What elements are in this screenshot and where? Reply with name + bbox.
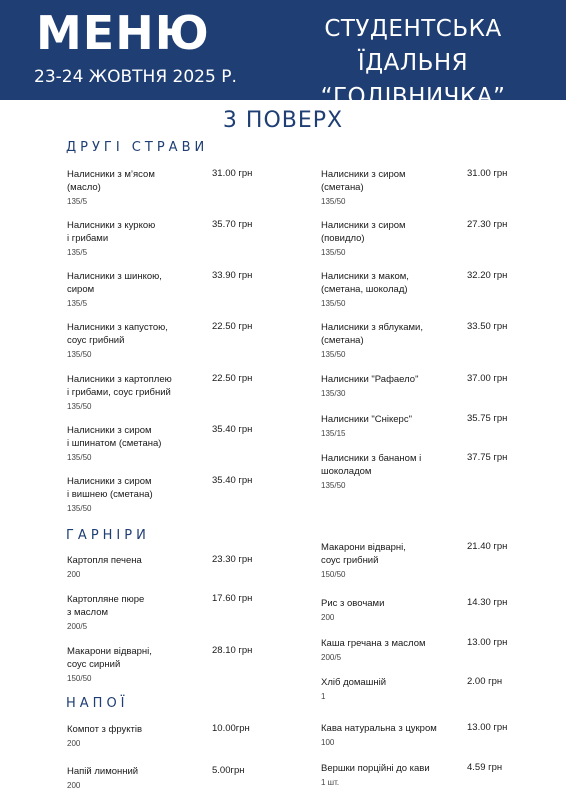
menu-item-price: 37.75 грн bbox=[467, 452, 508, 463]
cafe-name-line2: “ГОДІВНИЧКА” bbox=[320, 84, 506, 110]
menu-item-name: Налисники з сиром і шпинатом (сметана) bbox=[67, 425, 162, 449]
menu-item-portion: 135/50 bbox=[321, 350, 346, 359]
menu-item-portion: 1 bbox=[321, 692, 326, 701]
menu-item-portion: 135/50 bbox=[321, 299, 346, 308]
menu-item-portion: 200 bbox=[67, 781, 81, 790]
menu-item-portion: 135/15 bbox=[321, 429, 346, 438]
menu-item-name: Макарони відварні, соус грибний bbox=[321, 542, 406, 566]
menu-item-price: 37.00 грн bbox=[467, 373, 508, 384]
menu-item-portion: 135/5 bbox=[67, 299, 88, 308]
menu-item-name: Картопляне пюре з маслом bbox=[67, 594, 145, 618]
menu-item-name: Налисники з яблуками, (сметана) bbox=[321, 322, 423, 346]
menu-item-name: Налисники з маком, (сметана, шоколад) bbox=[321, 271, 409, 295]
menu-item-name: Налисники з м’ясом (масло) bbox=[67, 169, 155, 193]
menu-item-price: 35.70 грн bbox=[212, 219, 253, 230]
menu-item-name: Вершки порційні до кави bbox=[321, 763, 430, 774]
menu-item-name: Налисники з сиром (повидло) bbox=[321, 220, 406, 244]
menu-item-name: Налисники з бананом і шоколадом bbox=[321, 453, 422, 477]
menu-item-portion: 200 bbox=[67, 570, 81, 579]
menu-header bbox=[0, 0, 566, 110]
menu-item-portion: 200/5 bbox=[321, 653, 342, 662]
menu-item-portion: 135/50 bbox=[321, 197, 346, 206]
menu-item-portion: 1 шт. bbox=[321, 778, 340, 787]
menu-date: 23-24 ЖОВТНЯ 2025 Р. bbox=[34, 67, 237, 87]
menu-item-name: Кава натуральна з цукром bbox=[321, 723, 437, 734]
menu-item-portion: 135/50 bbox=[67, 453, 92, 462]
menu-item-name: Налисники "Рафаело" bbox=[321, 374, 419, 385]
menu-item-name: Хліб домашній bbox=[321, 677, 386, 688]
menu-item-portion: 150/50 bbox=[321, 570, 346, 579]
menu-item-name: Макарони відварні, соус сирний bbox=[67, 646, 152, 670]
menu-item-price: 31.00 грн bbox=[212, 168, 253, 179]
menu-item-portion: 135/50 bbox=[321, 248, 346, 257]
menu-item-portion: 135/50 bbox=[67, 402, 92, 411]
cafe-name bbox=[272, 12, 554, 114]
section-title-mains: ДРУГІ СТРАВИ bbox=[66, 140, 209, 155]
menu-item-name: Налисники "Снікерс" bbox=[321, 414, 412, 425]
menu-item-name: Налисники з картоплею і грибами, соус грибний bbox=[67, 374, 172, 398]
menu-item-price: 22.50 грн bbox=[212, 321, 253, 332]
floor-title: 3 ПОВЕРХ bbox=[222, 108, 344, 133]
menu-item-name: Налисники з сиром (сметана) bbox=[321, 169, 406, 193]
menu-item-name: Налисники з капустою, соус грибний bbox=[67, 322, 168, 346]
menu-item-name: Налисники з сиром і вишнею (сметана) bbox=[67, 476, 153, 500]
menu-item-portion: 135/5 bbox=[67, 248, 88, 257]
menu-item-price: 4.59 грн bbox=[467, 762, 503, 773]
menu-item-portion: 150/50 bbox=[67, 674, 92, 683]
menu-item-portion: 135/50 bbox=[321, 481, 346, 490]
menu-item-price: 31.00 грн bbox=[467, 168, 508, 179]
menu-item-price: 33.50 грн bbox=[467, 321, 508, 332]
menu-item-portion: 135/50 bbox=[67, 504, 92, 513]
menu-item-price: 10.00грн bbox=[212, 723, 250, 734]
menu-item-name: Налисники з куркою і грибами bbox=[67, 220, 156, 244]
menu-item-portion: 135/50 bbox=[67, 350, 92, 359]
menu-item-price: 13.00 грн bbox=[467, 637, 508, 648]
menu-item-price: 13.00 грн bbox=[467, 722, 508, 733]
menu-item-price: 22.50 грн bbox=[212, 373, 253, 384]
menu-item-portion: 135/30 bbox=[321, 389, 346, 398]
section-title-sides: ГАРНІРИ bbox=[66, 528, 150, 543]
menu-item-name: Рис з овочами bbox=[321, 598, 385, 609]
section-title-drinks: НАПОЇ bbox=[66, 696, 129, 711]
cafe-name-line1: СТУДЕНТСЬКА ЇДАЛЬНЯ bbox=[324, 16, 502, 76]
menu-item-portion: 200 bbox=[321, 613, 335, 622]
menu-item-portion: 135/5 bbox=[67, 197, 88, 206]
menu-title: МЕНЮ bbox=[36, 6, 210, 60]
menu-item-name: Налисники з шинкою, сиром bbox=[67, 271, 162, 295]
menu-item-price: 23.30 грн bbox=[212, 554, 253, 565]
menu-item-price: 35.75 грн bbox=[467, 413, 508, 424]
menu-item-price: 35.40 грн bbox=[212, 424, 253, 435]
menu-item-name: Напій лимонний bbox=[67, 766, 139, 777]
menu-item-portion: 200 bbox=[67, 739, 81, 748]
menu-item-price: 5.00грн bbox=[212, 765, 245, 776]
menu-item-price: 33.90 грн bbox=[212, 270, 253, 281]
menu-item-price: 17.60 грн bbox=[212, 593, 253, 604]
menu-item-price: 14.30 грн bbox=[467, 597, 508, 608]
menu-item-price: 32.20 грн bbox=[467, 270, 508, 281]
menu-item-price: 21.40 грн bbox=[467, 541, 508, 552]
menu-item-portion: 200/5 bbox=[67, 622, 88, 631]
menu-item-portion: 100 bbox=[321, 738, 335, 747]
menu-item-name: Картопля печена bbox=[67, 555, 142, 566]
menu-item-price: 27.30 грн bbox=[467, 219, 508, 230]
menu-item-name: Компот з фруктів bbox=[67, 724, 143, 735]
menu-item-price: 28.10 грн bbox=[212, 645, 253, 656]
menu-item-name: Каша гречана з маслом bbox=[321, 638, 426, 649]
menu-item-price: 35.40 грн bbox=[212, 475, 253, 486]
menu-item-price: 2.00 грн bbox=[467, 676, 503, 687]
